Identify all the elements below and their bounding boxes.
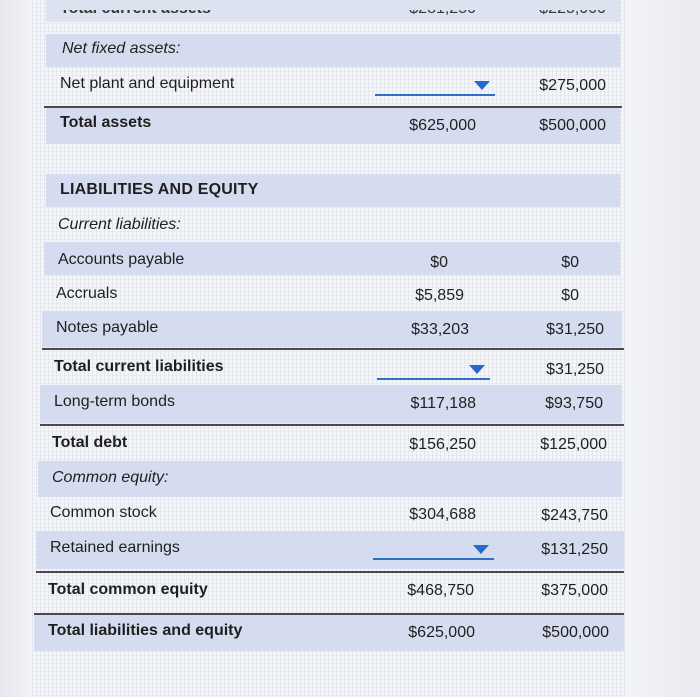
common-stock-label: Common stock (50, 504, 157, 521)
total-assets-2020: $625,000 (409, 117, 476, 134)
total-debt-2020: $156,250 (409, 436, 476, 453)
net-plant-dropdown-arrow-icon[interactable] (474, 81, 490, 90)
net-plant-input-underline (375, 94, 495, 96)
net-fixed-assets-label: Net fixed assets: (62, 40, 181, 57)
accounts-payable-label: Accounts payable (58, 251, 185, 268)
left-margin (0, 0, 30, 697)
retained-earnings-input-underline (373, 558, 494, 560)
right-margin (626, 0, 700, 697)
total-debt-rule (40, 424, 624, 426)
total-current-liab-rule (42, 348, 624, 350)
total-liabilities-equity-label: Total liabilities and equity (48, 622, 243, 639)
net-plant-2019: $275,000 (539, 77, 606, 94)
total-debt-2019: $125,000 (540, 436, 607, 453)
retained-earnings-dropdown-arrow-icon[interactable] (473, 545, 489, 554)
total-assets-label: Total assets (60, 114, 152, 131)
total-common-equity-rule (36, 571, 624, 573)
common-equity-label: Common equity: (52, 469, 169, 486)
total-liabilities-equity-2020: $625,000 (408, 624, 475, 641)
notes-payable-2020: $33,203 (411, 321, 469, 338)
net-plant-label: Net plant and equipment (60, 75, 235, 92)
retained-earnings-2019: $131,250 (541, 541, 608, 558)
total-common-equity-label: Total common equity (48, 581, 208, 598)
notes-payable-label: Notes payable (56, 319, 159, 336)
current-liabilities-label: Current liabilities: (58, 216, 181, 233)
total-common-equity-2020: $468,750 (407, 582, 474, 599)
accruals-label: Accruals (56, 285, 118, 302)
total-current-liab-dropdown-arrow-icon[interactable] (469, 365, 485, 374)
total-liabilities-equity-2019: $500,000 (542, 624, 609, 641)
liabilities-equity-heading: LIABILITIES AND EQUITY (60, 181, 259, 198)
total-current-liabilities-label: Total current liabilities (54, 358, 224, 375)
total-assets-2019: $500,000 (539, 117, 606, 134)
common-stock-2019: $243,750 (541, 507, 608, 524)
total-current-liab-input-underline (377, 378, 490, 380)
total-debt-label: Total debt (52, 434, 128, 451)
total-current-liabilities-2019: $31,250 (546, 361, 604, 378)
long-term-bonds-2020: $117,188 (410, 395, 476, 412)
long-term-bonds-2019: $93,750 (545, 395, 603, 412)
total-common-equity-2019: $375,000 (541, 582, 608, 599)
accounts-payable-2020: $0 (430, 254, 448, 271)
notes-payable-2019: $31,250 (546, 321, 604, 338)
long-term-bonds-label: Long-term bonds (54, 393, 175, 410)
accruals-2020: $5,859 (415, 287, 464, 304)
accounts-payable-2019: $0 (561, 254, 579, 271)
retained-earnings-label: Retained earnings (50, 539, 180, 556)
accruals-2019: $0 (561, 287, 579, 304)
common-stock-2020: $304,688 (409, 506, 476, 523)
